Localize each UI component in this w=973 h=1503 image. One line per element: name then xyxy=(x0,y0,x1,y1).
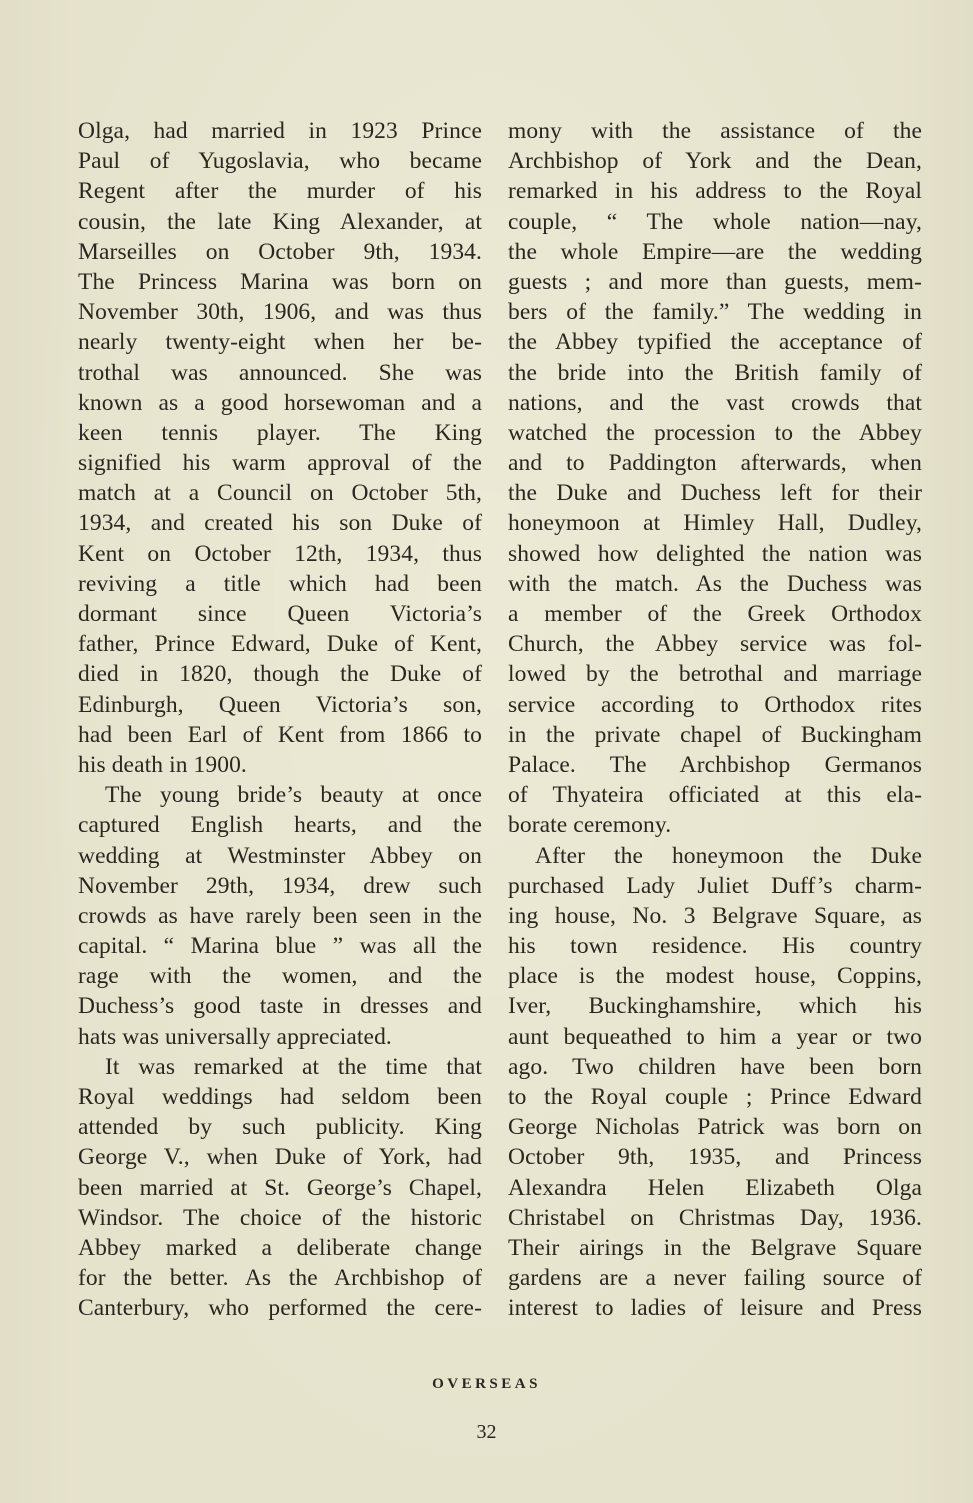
text-line: bers of the family.” The wedding in xyxy=(508,299,922,326)
text-line: cousin, the late King Alexander, at xyxy=(78,208,482,235)
text-line: It was remarked at the time that xyxy=(105,1053,482,1080)
text-line: match at a Council on October 5th, xyxy=(78,480,482,507)
text-line: After the honeymoon the Duke xyxy=(535,842,922,869)
text-line: Iver, Buckinghamshire, which his xyxy=(508,993,922,1020)
text-line: gardens are a never failing source of xyxy=(508,1265,922,1292)
text-line: mony with the assistance of the xyxy=(508,118,922,144)
text-line: couple, “ The whole nation—nay, xyxy=(508,208,922,235)
text-line: Archbishop of York and the Dean, xyxy=(508,148,922,175)
text-line: his death in 1900. xyxy=(78,751,247,778)
text-line: nations, and the vast crowds that xyxy=(508,389,922,416)
text-line: for the better. As the Archbishop of xyxy=(78,1265,482,1292)
text-line: Palace. The Archbishop Germanos xyxy=(508,751,922,778)
text-line: to the Royal couple ; Prince Edward xyxy=(508,1084,922,1110)
text-line: with the match. As the Duchess was xyxy=(508,570,922,597)
text-line: The young bride’s beauty at once xyxy=(105,782,482,809)
text-line: remarked in his address to the Royal xyxy=(508,178,922,205)
text-line: 1934, and created his son Duke of xyxy=(78,510,482,537)
text-line: attended by such publicity. King xyxy=(78,1114,482,1141)
text-line: the Duke and Duchess left for their xyxy=(508,480,922,507)
text-line: capital. “ Marina blue ” was all the xyxy=(78,933,482,960)
text-line: Royal weddings had seldom been xyxy=(78,1084,482,1110)
text-line: Paul of Yugoslavia, who became xyxy=(78,148,482,175)
text-line: November 30th, 1906, and was thus xyxy=(78,299,482,326)
text-line: the Abbey typified the acceptance of xyxy=(508,329,922,356)
text-line: signified his warm approval of the xyxy=(78,450,482,477)
text-line: been married at St. George’s Chapel, xyxy=(78,1174,482,1201)
text-line: George Nicholas Patrick was born on xyxy=(508,1114,922,1141)
text-line: aunt bequeathed to him a year or two xyxy=(508,1023,922,1050)
text-line: and to Paddington afterwards, when xyxy=(508,450,922,477)
text-line: wedding at Westminster Abbey on xyxy=(78,842,482,869)
text-line: trothal was announced. She was xyxy=(78,359,482,386)
text-line: of Thyateira officiated at this ela- xyxy=(508,782,922,809)
text-line: Church, the Abbey service was fol- xyxy=(508,631,922,658)
text-line: died in 1820, though the Duke of xyxy=(78,661,482,688)
text-line: interest to ladies of leisure and Press xyxy=(508,1295,922,1322)
text-line: captured English hearts, and the xyxy=(78,812,482,839)
text-line: the whole Empire—are the wedding xyxy=(508,238,922,265)
text-line: had been Earl of Kent from 1866 to xyxy=(78,721,482,748)
running-title: OVERSEAS xyxy=(432,1376,541,1392)
text-line: place is the modest house, Coppins, xyxy=(508,963,922,990)
text-line: purchased Lady Juliet Duff’s charm- xyxy=(508,872,922,899)
text-line: Canterbury, who performed the cere- xyxy=(78,1295,482,1322)
text-line: Christabel on Christmas Day, 1936. xyxy=(508,1204,922,1231)
text-line: dormant since Queen Victoria’s xyxy=(78,601,482,627)
text-line: father, Prince Edward, Duke of Kent, xyxy=(78,631,482,658)
text-line: October 9th, 1935, and Princess xyxy=(508,1144,922,1171)
text-line: showed how delighted the nation was xyxy=(508,540,922,567)
text-column-left xyxy=(78,116,482,1324)
text-line: ago. Two children have been born xyxy=(508,1053,922,1080)
text-line: Edinburgh, Queen Victoria’s son, xyxy=(78,691,482,718)
text-line: in the private chapel of Buckingham xyxy=(508,721,922,748)
text-line: his town residence. His country xyxy=(508,933,922,960)
text-line: keen tennis player. The King xyxy=(78,419,482,446)
text-line: The Princess Marina was born on xyxy=(78,268,482,295)
text-line: Their airings in the Belgrave Square xyxy=(508,1234,922,1261)
text-line: the bride into the British family of xyxy=(508,359,922,386)
text-line: hats was universally appreciated. xyxy=(78,1023,392,1050)
text-line: November 29th, 1934, drew such xyxy=(78,872,482,899)
text-line: rage with the women, and the xyxy=(78,963,482,990)
text-line: watched the procession to the Abbey xyxy=(508,419,922,446)
text-line: known as a good horsewoman and a xyxy=(78,389,482,416)
text-line: Regent after the murder of his xyxy=(78,178,482,205)
text-line: a member of the Greek Orthodox xyxy=(508,601,922,627)
text-line: honeymoon at Himley Hall, Dudley, xyxy=(508,510,922,537)
text-line: reviving a title which had been xyxy=(78,570,482,597)
text-line: crowds as have rarely been seen in the xyxy=(78,902,482,929)
text-line: George V., when Duke of York, had xyxy=(78,1144,482,1171)
text-line: Abbey marked a deliberate change xyxy=(78,1234,482,1261)
text-line: Olga, had married in 1923 Prince xyxy=(78,118,482,144)
text-line: guests ; and more than guests, mem- xyxy=(508,268,922,295)
text-line: Duchess’s good taste in dresses and xyxy=(78,993,482,1020)
text-line: service according to Orthodox rites xyxy=(508,691,922,718)
page-number: 32 xyxy=(476,1421,497,1443)
text-column-right xyxy=(508,116,922,1324)
text-line: Kent on October 12th, 1934, thus xyxy=(78,540,482,567)
text-line: nearly twenty-eight when her be- xyxy=(78,329,482,356)
text-line: ing house, No. 3 Belgrave Square, as xyxy=(508,902,922,929)
text-line: Alexandra Helen Elizabeth Olga xyxy=(508,1174,922,1201)
text-line: borate ceremony. xyxy=(508,812,672,839)
text-line: Marseilles on October 9th, 1934. xyxy=(78,238,482,265)
text-line: Windsor. The choice of the historic xyxy=(78,1204,482,1231)
text-line: lowed by the betrothal and marriage xyxy=(508,661,922,688)
